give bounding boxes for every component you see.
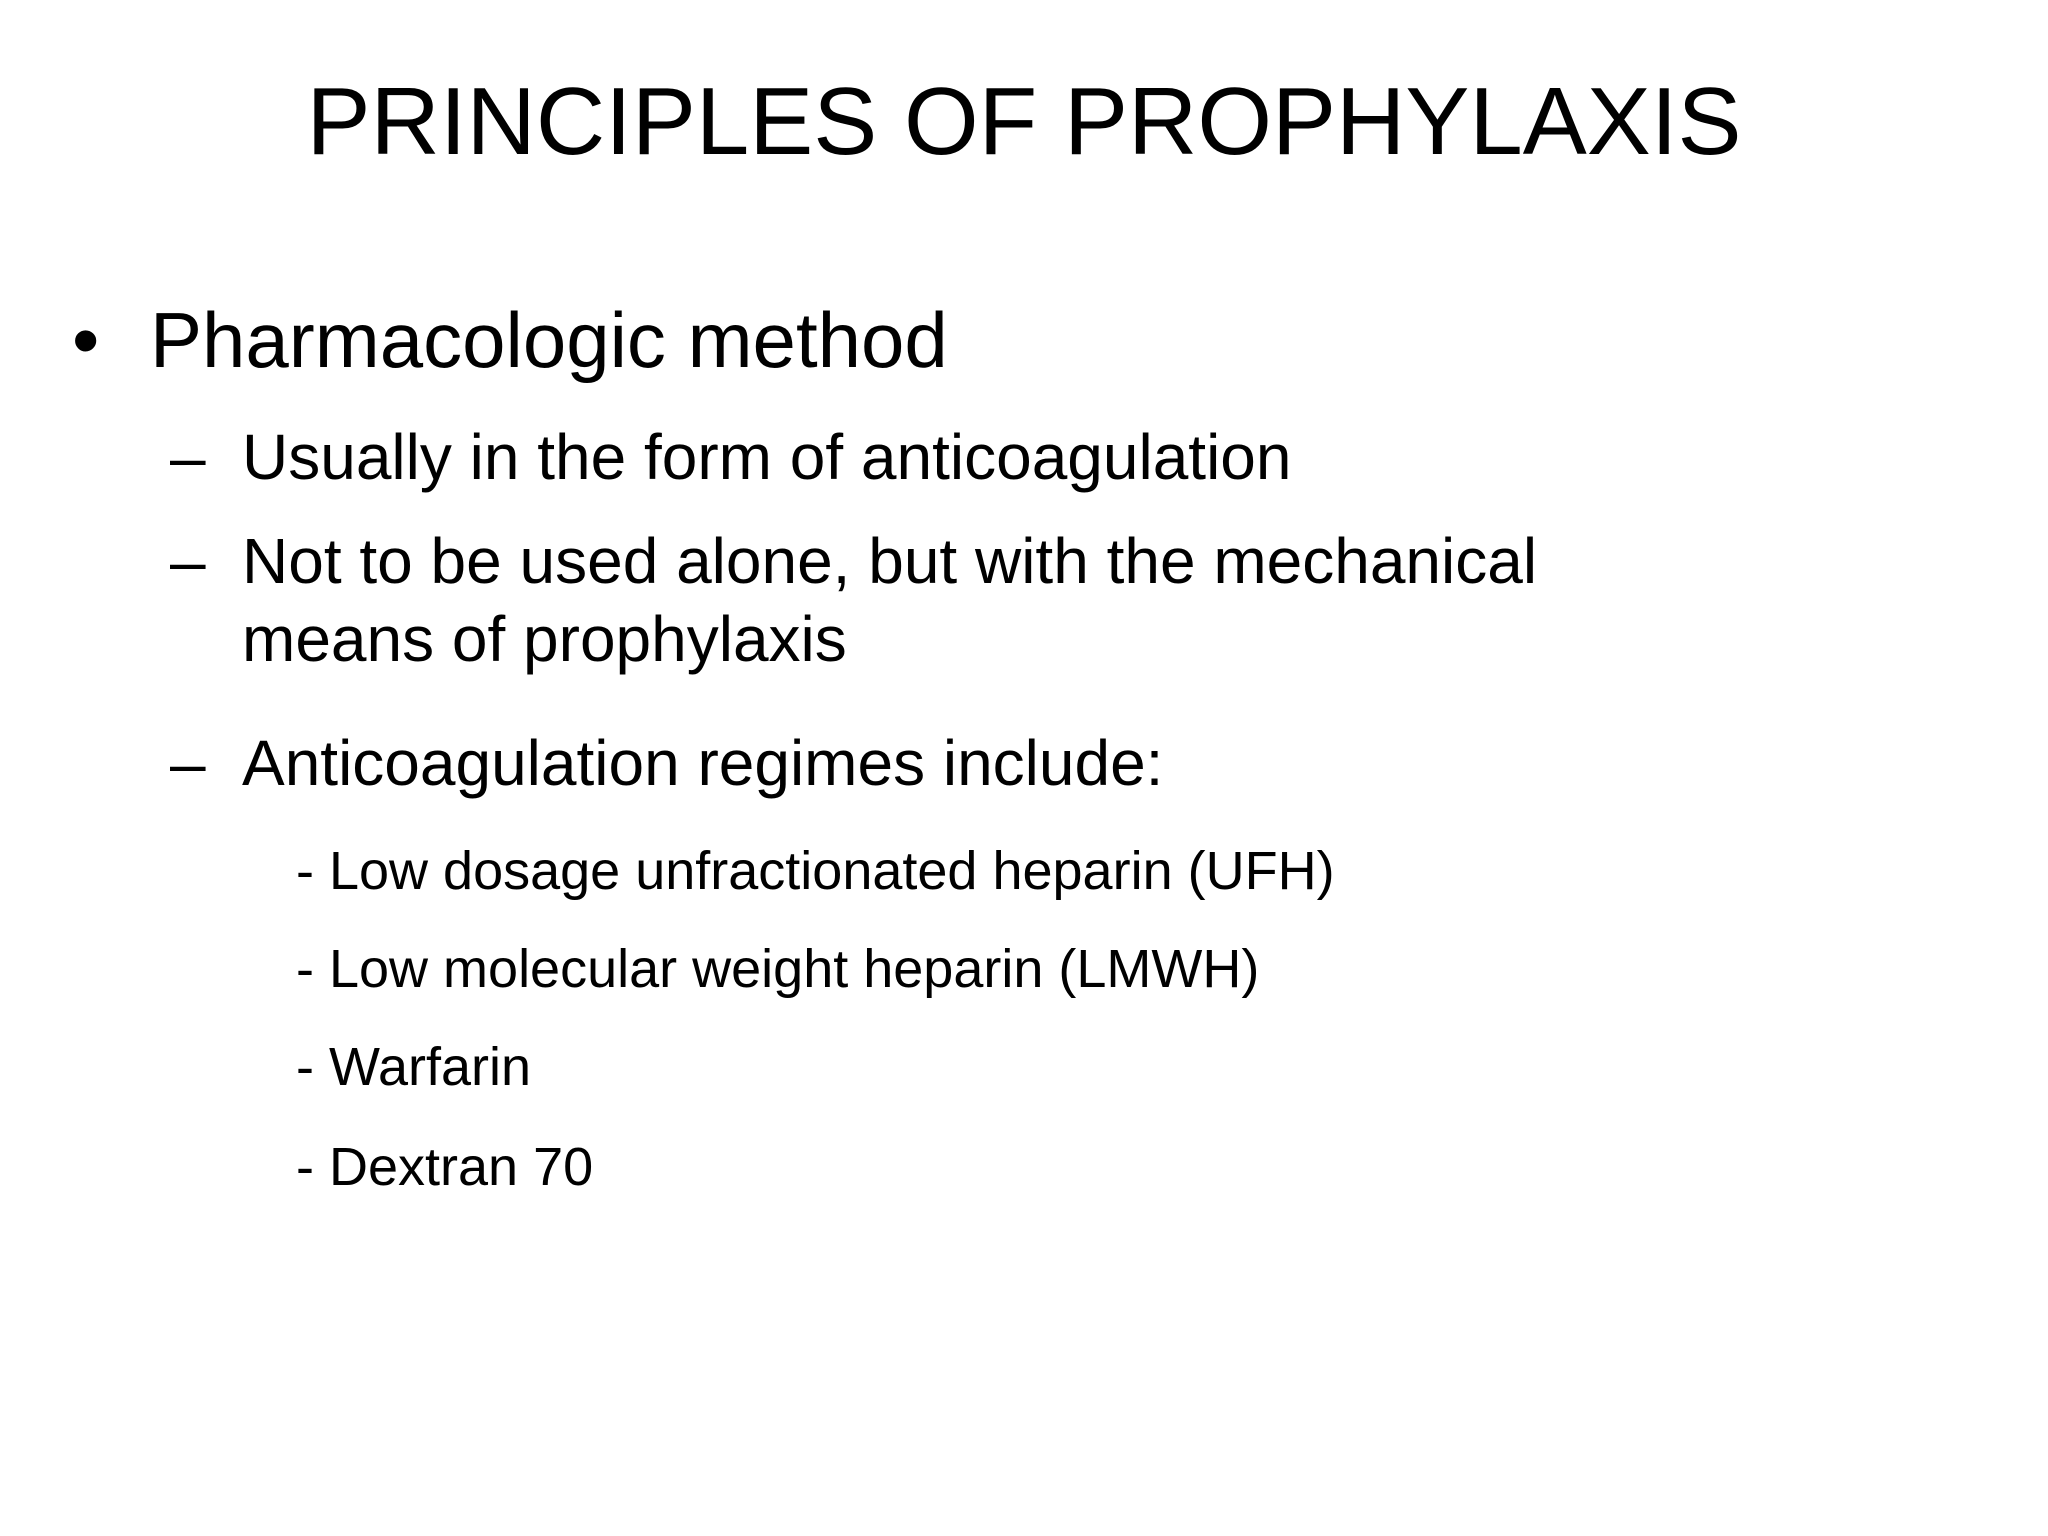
subbullet-text: Usually in the form of anticoagulation bbox=[242, 421, 1292, 493]
regime-item-dextran: - Dextran 70 bbox=[296, 1137, 594, 1197]
slide-title: PRINCIPLES OF PROPHYLAXIS bbox=[306, 68, 1742, 175]
bullet-dot-icon: • bbox=[72, 296, 100, 384]
subbullet-text-line1: Not to be used alone, but with the mechanical bbox=[242, 525, 1538, 597]
dash-icon: – bbox=[170, 525, 206, 597]
dash-icon: – bbox=[170, 727, 206, 799]
regime-item-warfarin: - Warfarin bbox=[296, 1037, 532, 1097]
subbullet-text: Anticoagulation regimes include: bbox=[242, 727, 1164, 799]
dash-icon: – bbox=[170, 421, 206, 493]
regime-item-ufh: - Low dosage unfractionated heparin (UFH) bbox=[296, 841, 1335, 901]
bullet-text: Pharmacologic method bbox=[150, 296, 948, 384]
subbullet-text-line2: means of prophylaxis bbox=[242, 603, 847, 675]
regime-item-lmwh: - Low molecular weight heparin (LMWH) bbox=[296, 939, 1260, 999]
